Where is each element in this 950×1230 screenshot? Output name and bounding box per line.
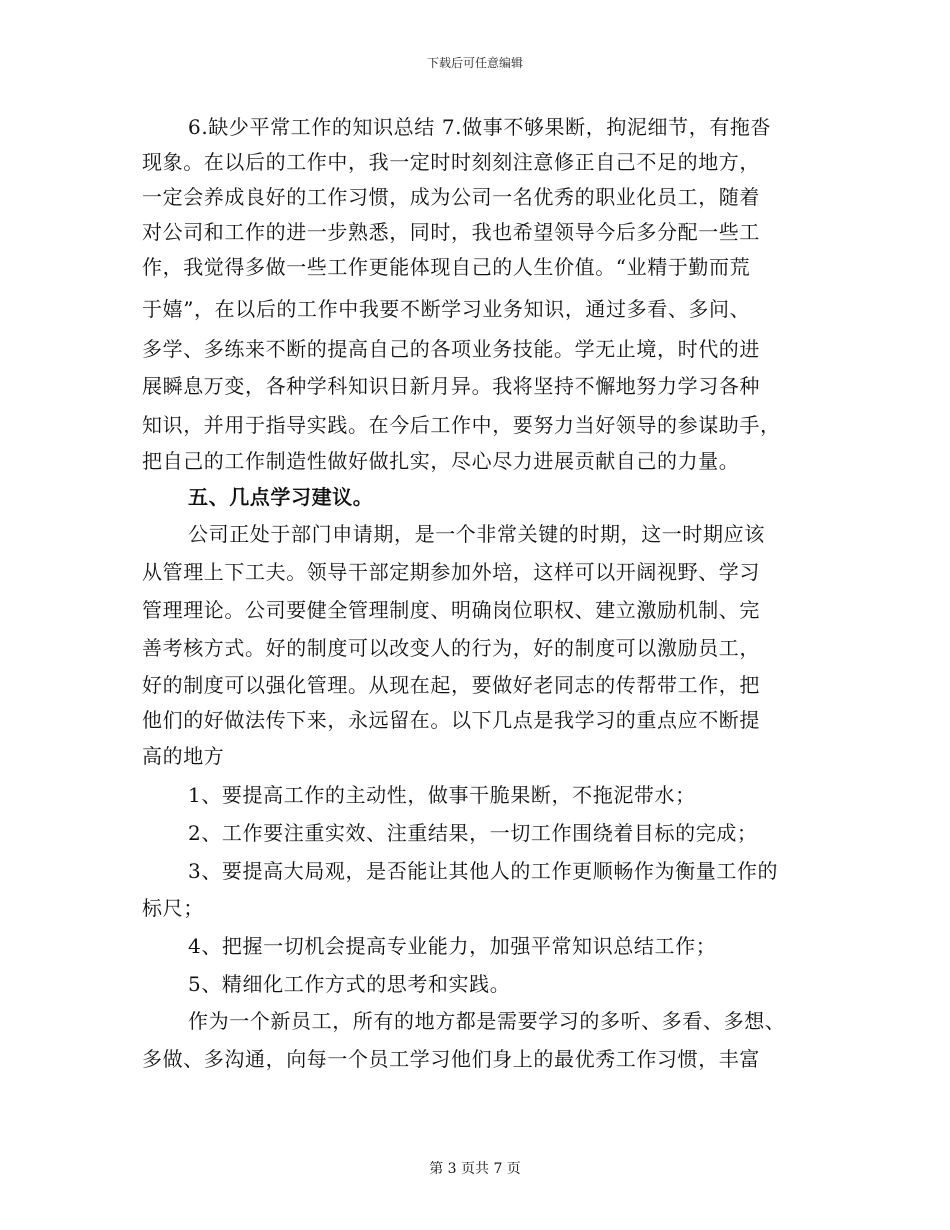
body-line: 作为一个新员工，所有的地方都是需要学习的多听、多看、多想、 [188,1009,786,1033]
body-line: 好的制度可以强化管理。从现在起，要做好老同志的传帮带工作，把 [142,673,760,697]
body-line: 现象。在以后的工作中，我一定时时刻刻注意修正自己不足的地方， [142,150,760,174]
list-item: 2、工作要注重实效、注重结果，一切工作围绕着目标的完成； [188,821,758,845]
list-item: 标尺； [142,896,204,920]
body-line: 他们的好做法传下来，永远留在。以下几点是我学习的重点应不断提 [142,708,760,732]
body-line: 高的地方 [142,744,225,768]
body-line: 展瞬息万变，各种学科知识日新月异。我将坚持不懈地努力学习各种 [142,374,760,398]
page-number: 第 3 页共 7 页 [429,1161,521,1177]
body-line: 于嬉”，在以后的工作中我要不断学习业务知识，通过多看、多问、 [142,297,751,321]
body-line: 对公司和工作的进一步熟悉，同时，我也希望领导今后多分配一些工 [142,220,760,244]
page-header-note: 下载后可任意编辑 [426,56,523,70]
body-line: 作，我觉得多做一些工作更能体现自己的人生价值。“业精于勤而荒 [142,255,751,279]
body-line: 一定会养成良好的工作习惯，成为公司一名优秀的职业化员工，随着 [142,185,760,209]
list-item: 4、把握一切机会提高专业能力，加强平常知识总结工作； [188,934,717,958]
body-line: 善考核方式。好的制度可以改变人的行为，好的制度可以激励员工， [142,636,760,660]
body-line: 管理理论。公司要健全管理制度、明确岗位职权、建立激励机制、完 [142,598,760,622]
body-line: 多做、多沟通，向每一个员工学习他们身上的最优秀工作习惯，丰富 [142,1047,760,1071]
section-heading: 五、几点学习建议。 [188,485,374,509]
body-line: 公司正处于部门申请期，是一个非常关键的时期，这一时期应该 [188,522,765,546]
list-item: 1、要提高工作的主动性，做事干脆果断，不拖泥带水； [188,783,696,807]
body-line: 多学、多练来不断的提高自己的各项业务技能。学无止境，时代的进 [142,337,760,361]
body-line: 把自己的工作制造性做好做扎实，尽心尽力进展贡献自己的力量。 [142,449,740,473]
body-line: 从管理上下工夫。领导干部定期参加外培，这样可以开阔视野、学习 [142,560,760,584]
body-line: 6.缺少平常工作的知识总结 7.做事不够果断，拘泥细节，有拖沓 [188,115,772,139]
body-line: 知识，并用于指导实践。在今后工作中，要努力当好领导的参谋助手， [142,413,781,437]
list-item: 3、要提高大局观，是否能让其他人的工作更顺畅作为衡量工作的 [188,859,779,883]
list-item: 5、精细化工作方式的思考和实践。 [188,972,511,996]
